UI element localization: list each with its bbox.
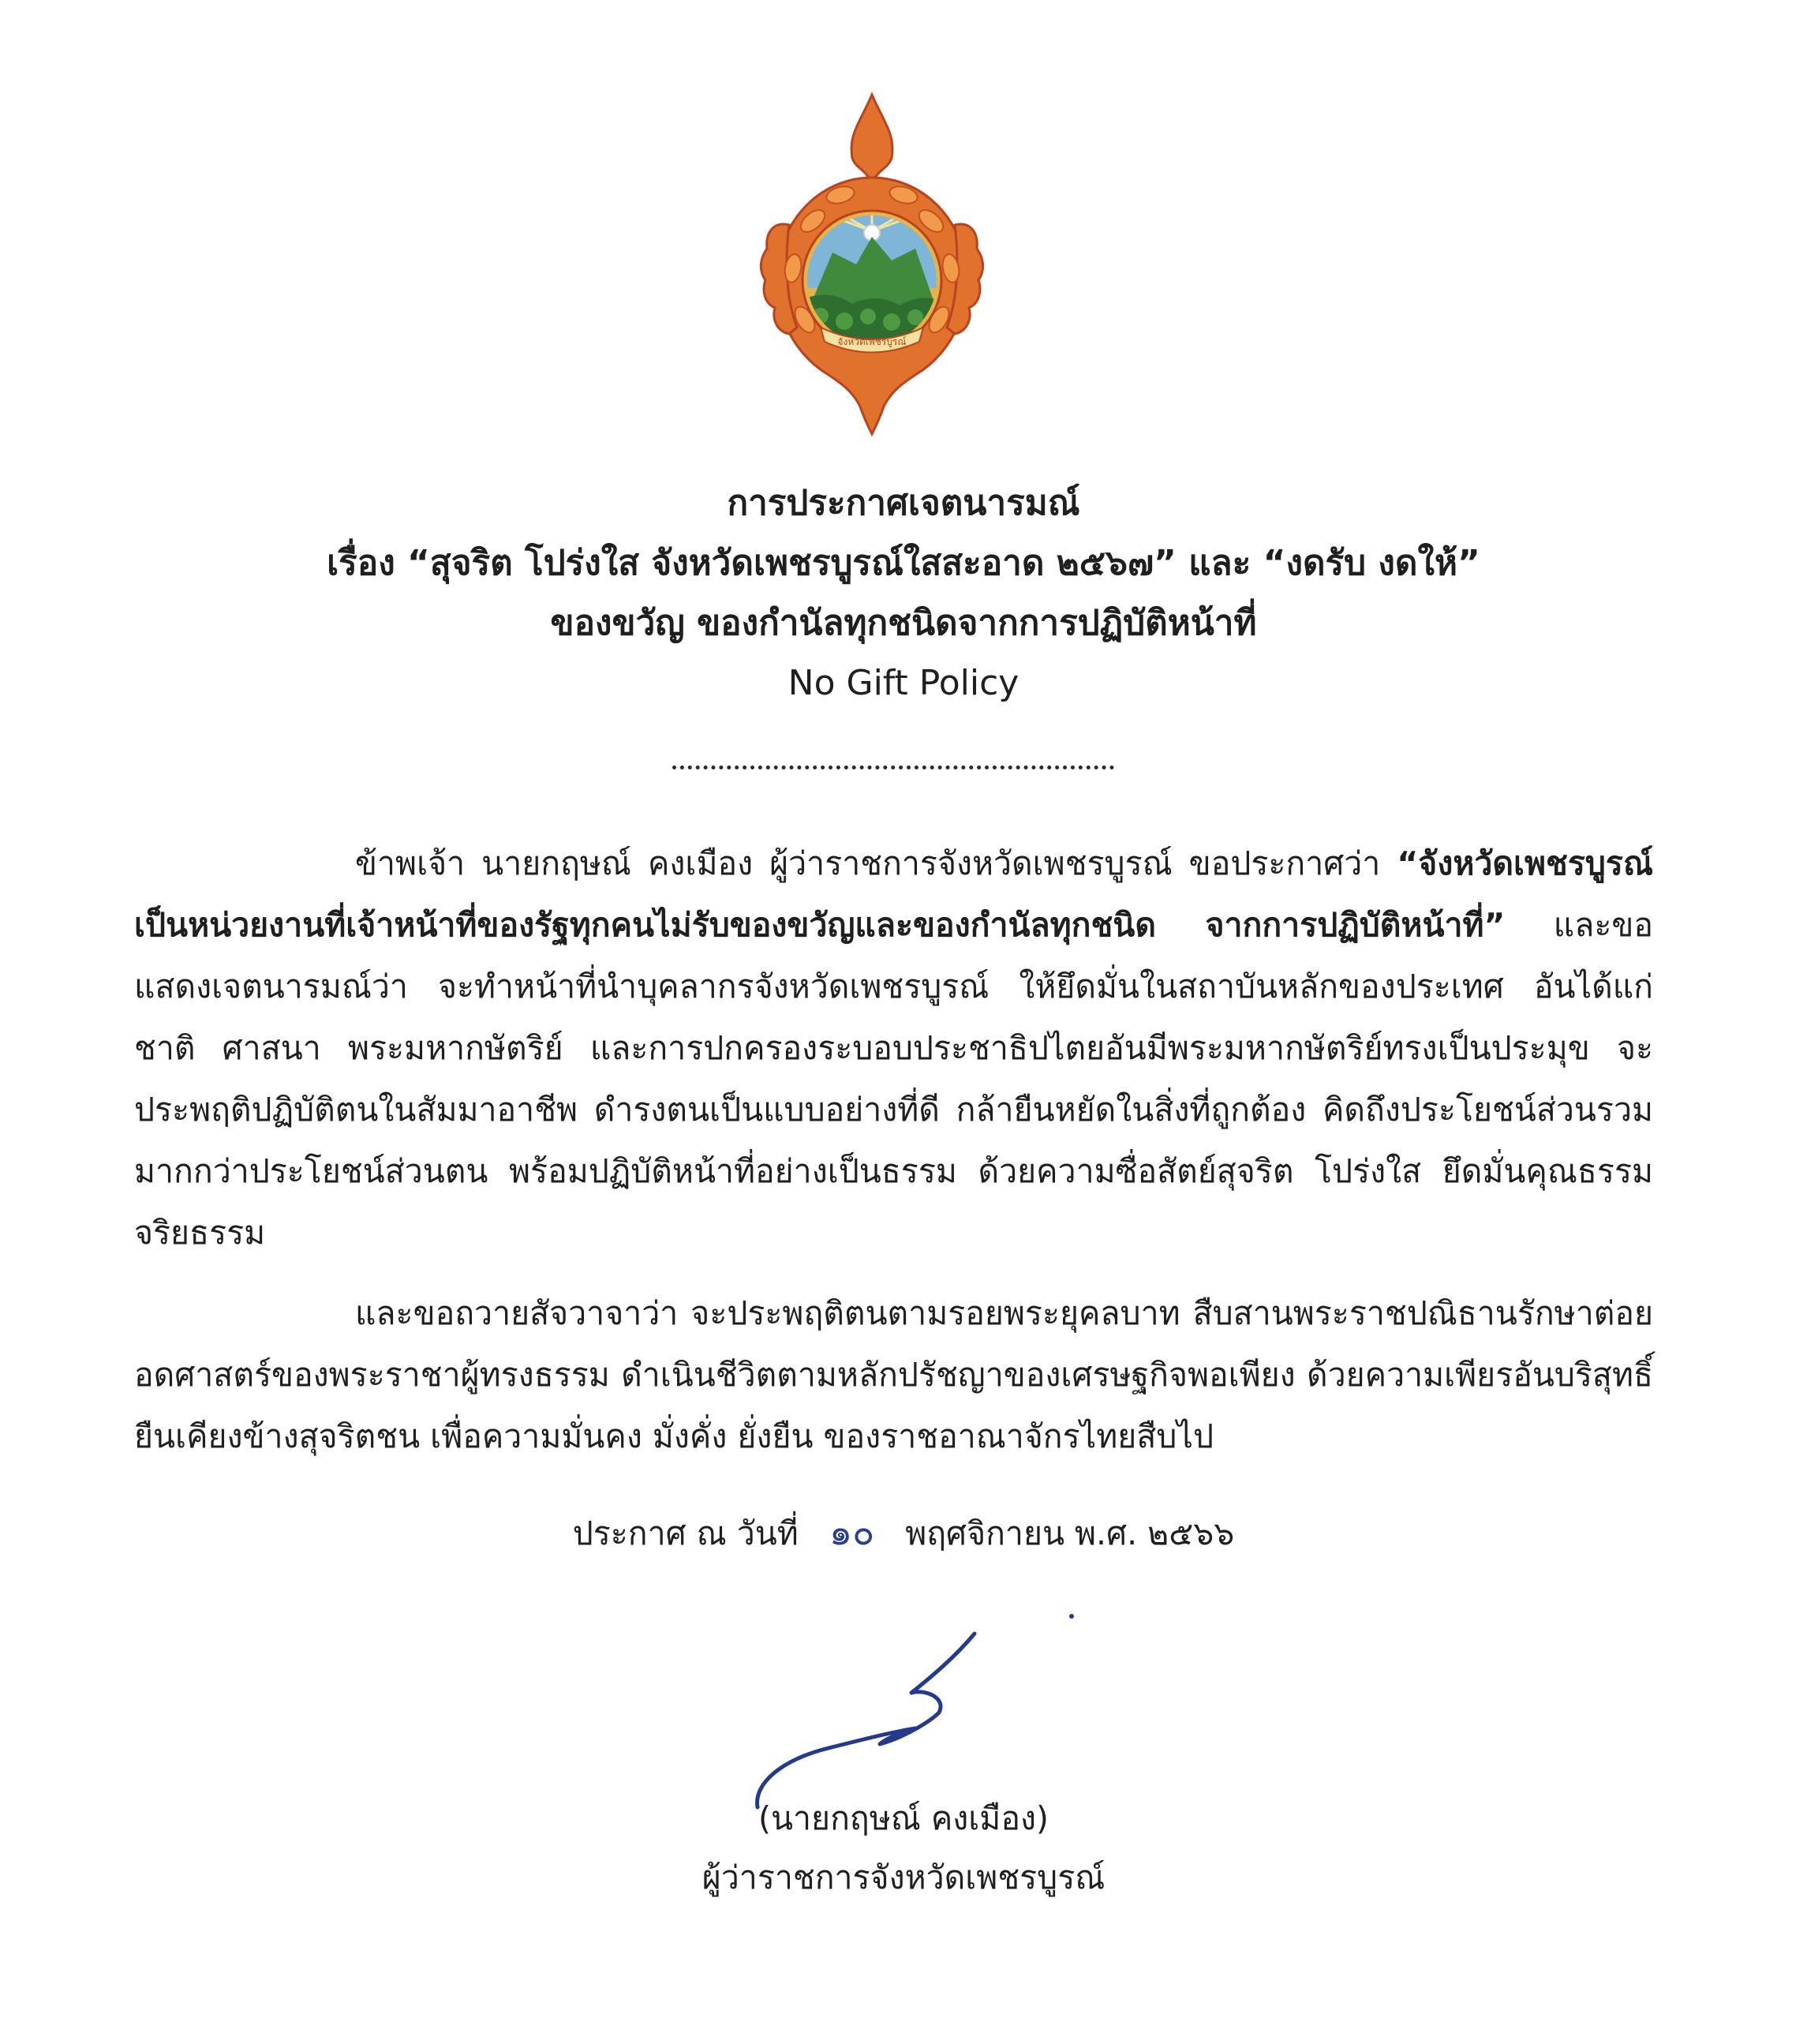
provincial-seal-icon [758, 91, 986, 438]
announcement-subject-continued: ของขวัญ ของกำนัลทุกชนิดจากการปฏิบัติหน้าที่ [550, 603, 1257, 643]
policy-name: No Gift Policy [788, 663, 1019, 703]
paragraph-oath [134, 1282, 1653, 1467]
signer-name: (นายกฤษณ์ คงเมือง) [758, 1799, 1049, 1837]
paragraph-declaration [134, 833, 1653, 1263]
announcement-subject: เรื่อง “สุจริต โปร่งใส จังหวัดเพชรบูรณ์ใสสะอาด ๒๕๖๗” และ “งดรับ งดให้” [327, 543, 1480, 583]
date-prefix: ประกาศ ณ วันที่ [572, 1514, 799, 1552]
declaration-emphasis: “จังหวัดเพชรบูรณ์ เป็นหน่วยงานที่เจ้าหน้าที่ของรัฐทุกคนไม่รับของขวัญและของกำนัลทุกชนิด จากการปฏิบัติหน้าที่” [134, 844, 1653, 944]
oath-body: และขอถวายสัจวาจาว่า จะประพฤติตนตามรอยพระยุคลบาท สืบสานพระราชปณิธานรักษาต่อยอดศาสตร์ของพระราชาผู้ทรงธรรม ดำเนินชีวิตตามหลักปรัชญาของเศรษฐกิจพอเพียง ด้วยความเพียรอันบริสุทธิ์ ยืนเคียงข้างสุจริตชน เพื่อความมั่นคง มั่งคั่ง ยั่งยืน ของราชอาณาจักรไทยสืบไป [134, 1294, 1653, 1455]
announcement-header [118, 474, 1689, 713]
announcement-title: การประกาศเจตนารมณ์ [727, 483, 1080, 523]
seal-banner-text: จังหวัดเพชรบูรณ์ [837, 336, 907, 347]
date-month-year: พฤศจิกายน พ.ศ. ๒๕๖๖ [905, 1514, 1235, 1552]
announcement-date [0, 1501, 1807, 1564]
date-day-handwritten: ๑๐ [829, 1511, 875, 1553]
dotted-divider [672, 766, 1114, 769]
signer-title: ผู้ว่าราชการจังหวัดเพชรบูรณ์ [701, 1859, 1106, 1896]
declaration-intro: ข้าพเจ้า นายกฤษณ์ คงเมือง ผู้ว่าราชการจังหวัดเพชรบูรณ์ ขอประกาศว่า [355, 844, 1381, 882]
declaration-body: และขอแสดงเจตนารมณ์ว่า จะทำหน้าที่นำบุคลากรจังหวัดเพชรบูรณ์ ให้ยึดมั่นในสถาบันหลักของประเทศ อันได้แก่ ชาติ ศาสนา พระมหากษัตริย์ และการปกครองระบอบประชาธิปไตยอันมีพระมหากษัตริย์ทรงเป็นประมุข จะประพฤติปฏิบัติตนในสัมมาอาชีพ ดำรงตนเป็นแบบอย่างที่ดี กล้ายืนหยัดในสิ่งที่ถูกต้อง คิดถึงประโยชน์ส่วนรวมมากกว่าประโยชน์ส่วนตน พร้อมปฏิบัติหน้าที่อย่างเป็นธรรม ด้วยความซื่อสัตย์สุจริต โปร่งใส ยึดมั่นคุณธรรม จริยธรรม [134, 906, 1653, 1252]
